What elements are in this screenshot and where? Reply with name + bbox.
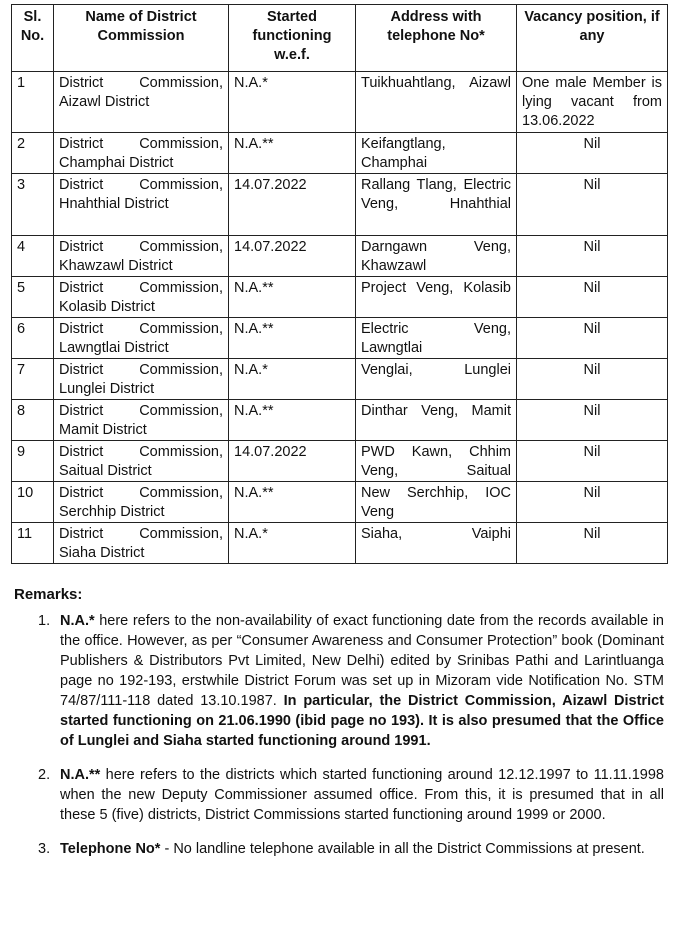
remark-body: here refers to the districts which started functioning around 12.12.1997 to 11.11.1998 when the new Deputy Commissioner assumed office. From this, it is presumed that in all these 5 (five) districts, District Commissions started functioning around 1999 or 2000. [60,767,664,823]
cell-vacancy: Nil [517,523,668,564]
table-row [12,72,668,133]
cell-address: Venglai, Lunglei [356,359,517,400]
district-commission-table [11,4,668,564]
cell-vacancy: Nil [517,133,668,174]
cell-sl-no: 11 [12,523,54,564]
cell-name [54,441,229,482]
commission-name-line: District Commission, [59,403,223,419]
cell-started: N.A.** [229,400,356,441]
remark-lead: Telephone No* [60,841,161,857]
district-name-line: Siaha District [59,545,145,561]
table-row [12,482,668,523]
remarks-section [14,585,664,873]
cell-started: 14.07.2022 [229,236,356,277]
remark-number: 2. [38,767,51,783]
remark-text [60,839,664,859]
cell-name [54,133,229,174]
header-address: Address with telephone No* [356,5,517,72]
cell-address: Project Veng, Kolasib [356,277,517,318]
table-row [12,133,668,174]
cell-started: N.A.** [229,133,356,174]
table-header-row [12,5,668,72]
header-vacancy: Vacancy position, if any [517,5,668,72]
cell-address: Keifangtlang, Champhai [356,133,517,174]
district-name-line: Serchhip District [59,504,165,520]
cell-name [54,72,229,133]
cell-address: Rallang Tlang, Electric Veng, Hnahthial [356,174,517,236]
cell-started: N.A.** [229,277,356,318]
cell-started: 14.07.2022 [229,174,356,236]
district-name-line: Khawzawl District [59,258,173,274]
district-name-line: Mamit District [59,422,147,438]
cell-sl-no: 8 [12,400,54,441]
district-name-line: Aizawl District [59,94,150,110]
table-row [12,277,668,318]
cell-address: Electric Veng, Lawngtlai [356,318,517,359]
remark-number: 3. [38,841,51,857]
commission-name-line: District Commission, [59,444,223,460]
commission-name-line: District Commission, [59,526,223,542]
cell-name [54,236,229,277]
district-name-line: Lawngtlai District [59,340,169,356]
table-row [12,318,668,359]
cell-started: N.A.** [229,482,356,523]
cell-address: Tuikhuahtlang, Aizawl [356,72,517,133]
cell-vacancy: Nil [517,400,668,441]
remark-item [14,611,664,751]
commission-name-line: District Commission, [59,321,223,337]
cell-sl-no: 7 [12,359,54,400]
cell-address: Darngawn Veng, Khawzawl [356,236,517,277]
cell-name [54,359,229,400]
remark-item [14,839,664,859]
commission-name-line: District Commission, [59,136,223,152]
cell-sl-no: 6 [12,318,54,359]
table-row [12,441,668,482]
district-name-line: Champhai District [59,155,174,171]
table-row [12,359,668,400]
remark-text [60,611,664,751]
remark-lead: N.A.* [60,613,95,629]
commission-name-line: District Commission, [59,75,223,91]
district-name-line: Saitual District [59,463,152,479]
cell-sl-no: 5 [12,277,54,318]
cell-sl-no: 1 [12,72,54,133]
cell-sl-no: 2 [12,133,54,174]
table-row [12,174,668,236]
cell-address: PWD Kawn, Chhim Veng, Saitual [356,441,517,482]
cell-vacancy: One male Member is lying vacant from 13.06.2022 [517,72,668,133]
cell-sl-no: 3 [12,174,54,236]
remark-item [14,765,664,825]
district-name-line: Hnahthial District [59,196,169,212]
cell-name [54,400,229,441]
commission-name-line: District Commission, [59,280,223,296]
cell-sl-no: 10 [12,482,54,523]
header-started: Started functioning w.e.f. [229,5,356,72]
cell-vacancy: Nil [517,174,668,236]
remark-lead: N.A.** [60,767,101,783]
cell-vacancy: Nil [517,359,668,400]
commission-name-line: District Commission, [59,239,223,255]
remark-text [60,765,664,825]
cell-name [54,523,229,564]
remark-body: here refers to the non-availability of exact functioning date from the records available in the office. However, as per “Consumer Awareness and Consumer Protection” book (Dominant Publishers & Distributors Pvt Limited, New Delhi) edited by Srinibas Pathi and Larintluanga page no 192-193, erstwhile District Forum was set up in Mizoram vide Notification No. STM 74/87/111-118 dated 13.10.1987. [60,613,664,709]
cell-vacancy: Nil [517,482,668,523]
cell-vacancy: Nil [517,236,668,277]
remark-body: - No landline telephone available in all the District Commissions at present. [160,841,645,857]
commission-name-line: District Commission, [59,177,223,193]
district-name-line: Lunglei District [59,381,155,397]
remark-number: 1. [38,613,51,629]
cell-address: New Serchhip, IOC Veng [356,482,517,523]
cell-address: Siaha, Vaiphi [356,523,517,564]
cell-started: N.A.* [229,359,356,400]
cell-name [54,174,229,236]
remarks-heading: Remarks: [14,586,83,603]
cell-sl-no: 4 [12,236,54,277]
cell-started: 14.07.2022 [229,441,356,482]
cell-vacancy: Nil [517,277,668,318]
cell-vacancy: Nil [517,318,668,359]
header-sl-no: Sl. No. [12,5,54,72]
cell-name [54,482,229,523]
cell-name [54,318,229,359]
commission-name-line: District Commission, [59,362,223,378]
cell-started: N.A.* [229,72,356,133]
commission-name-line: District Commission, [59,485,223,501]
cell-started: N.A.** [229,318,356,359]
cell-name [54,277,229,318]
cell-address: Dinthar Veng, Mamit [356,400,517,441]
cell-sl-no: 9 [12,441,54,482]
header-name: Name of District Commission [54,5,229,72]
cell-started: N.A.* [229,523,356,564]
district-name-line: Kolasib District [59,299,155,315]
table-row [12,236,668,277]
table-row [12,523,668,564]
cell-vacancy: Nil [517,441,668,482]
table-row [12,400,668,441]
remark-bold-tail: In particular, the District Commission, Aizawl District started functioning on 21.06.1990 (ibid page no 193). It is also presumed that the Office of Lunglei and Siaha started functioning around 1991. [60,693,664,749]
